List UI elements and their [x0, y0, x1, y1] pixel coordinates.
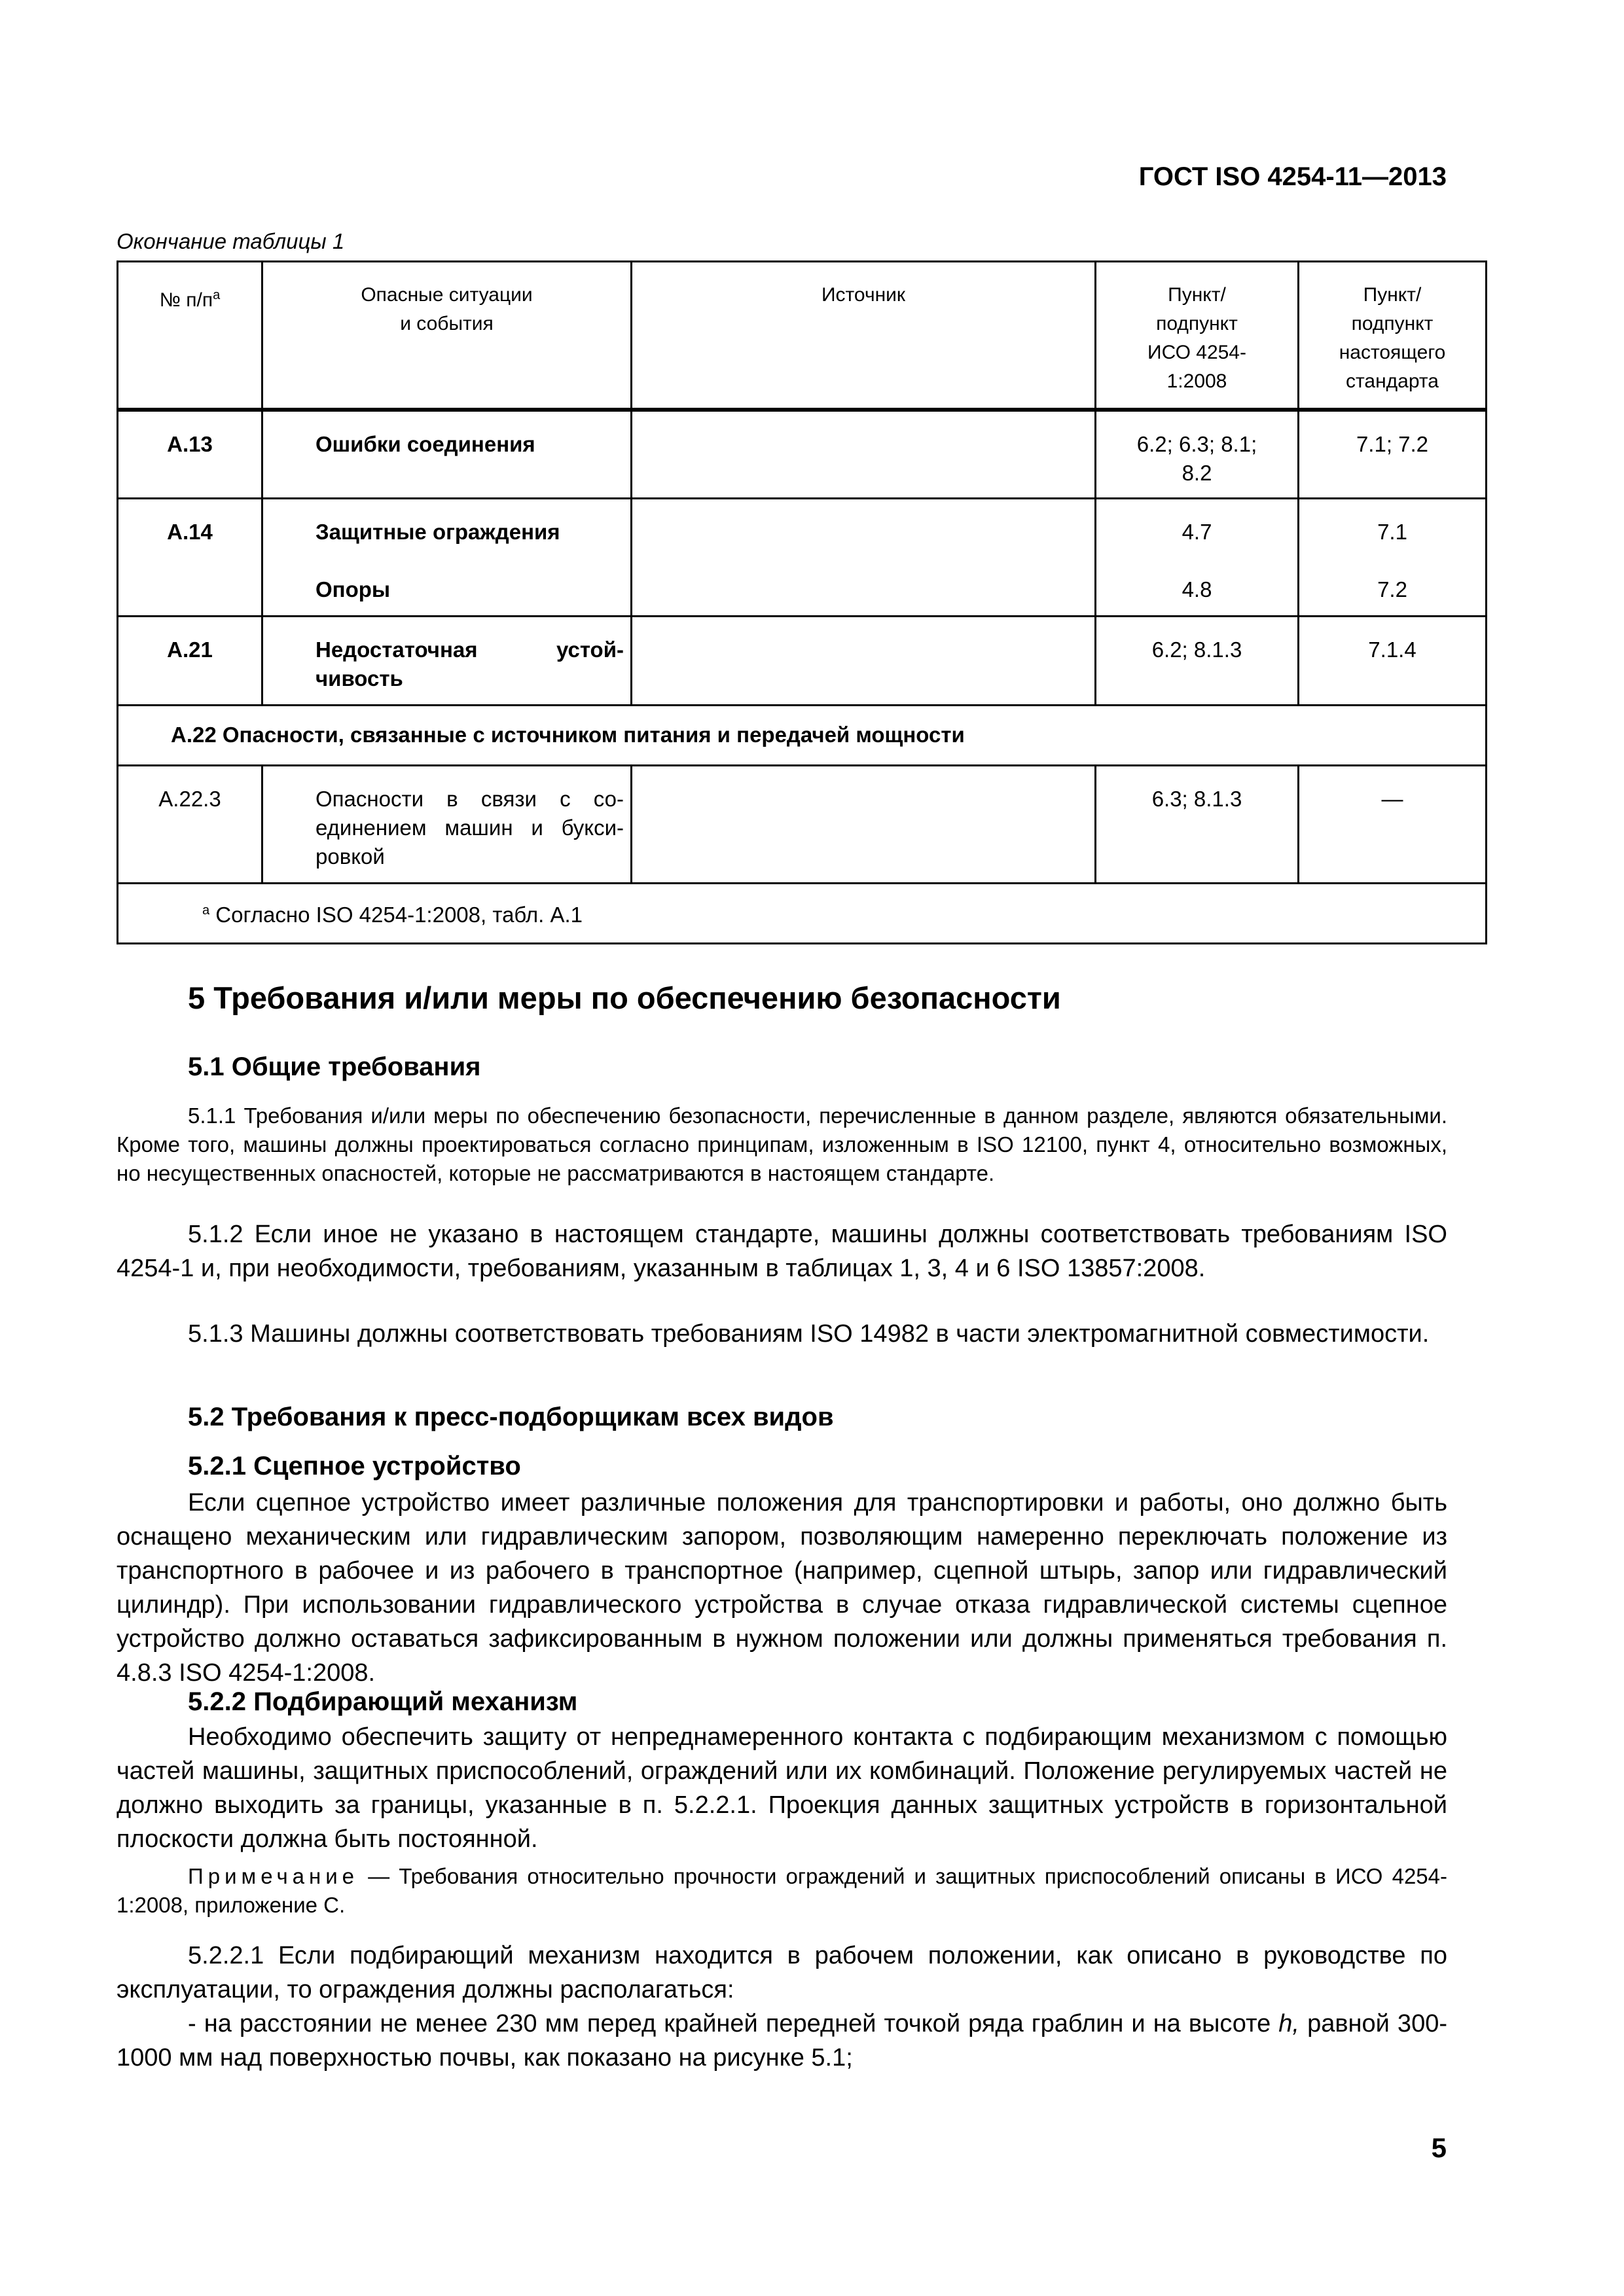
row-hazard: Недостаточная устой- чивость: [262, 617, 632, 706]
table-header-row: [118, 262, 1487, 410]
row-source: [632, 766, 1096, 884]
table-row: [118, 499, 1487, 617]
note-label: Примечание: [188, 1864, 359, 1888]
table-footnote-row: [118, 884, 1487, 944]
page-number: 5: [1431, 2132, 1447, 2163]
paragraph-5-2-2: Необходимо обеспечить защиту от непреднамеренного контакта с подбирающим механизмом с помощью частей машины, защитных приспособлений, ограждений или их комбинаций. Положение регулируемых частей не должно выходить за границы, указанные в п. 5.2.2.1. Проекция данных защитных устройств в горизонтальной плоскости должна быть постоянной.: [117, 1723, 1447, 1853]
row-num: А.13: [118, 410, 262, 499]
row-iso: 6.2; 8.1.3: [1096, 617, 1299, 706]
paragraph-5-2-2-1: 5.2.2.1 Если подбирающий механизм находится в рабочем положении, как описано в руководстве по эксплуатации, то ограждения должны располагаться:: [117, 1942, 1447, 2003]
header-hazard: Опасные ситуации и события: [262, 262, 632, 410]
bullet-text-a: - на расстоянии не менее 230 мм перед крайней передней точкой ряда граблин и на высоте: [188, 2010, 1279, 2037]
row-std: —: [1299, 766, 1487, 884]
row-iso: 6.3; 8.1.3: [1096, 766, 1299, 884]
table-row: [118, 766, 1487, 884]
paragraph-5-1-3: 5.1.3 Машины должны соответствовать требованиям ISO 14982 в части электромагнитной совместимости.: [188, 1320, 1430, 1348]
row-std: 7.1.4: [1299, 617, 1487, 706]
row-source: [632, 617, 1096, 706]
hazards-table: [117, 260, 1487, 944]
group-heading: А.22 Опасности, связанные с источником питания и передачей мощности: [118, 706, 1487, 766]
note-paragraph: [117, 1862, 1447, 1920]
row-hazard: Защитные ограждения Опоры: [262, 499, 632, 617]
row-iso: 4.7 4.8: [1096, 499, 1299, 617]
section-5-2-title: 5.2 Требования к пресс-подборщикам всех видов: [188, 1403, 834, 1431]
paragraph-5-1-1: 5.1.1 Требования и/или меры по обеспечению безопасности, перечисленные в данном разделе, являются обязательными. Кроме того, машины должны проектироваться согласно принципам, изложенным в ISO 12100, пункт 4, относительно возможных, но несущественных опасностей, которые не рассматриваются в настоящем стандарте.: [117, 1103, 1447, 1185]
table-group-row: [118, 706, 1487, 766]
header-num: № $п/п^а$: [118, 262, 262, 410]
section-5-1-title: 5.1 Общие требования: [188, 1052, 481, 1081]
row-num: А.14: [118, 499, 262, 617]
row-source: [632, 410, 1096, 499]
section-5-2-1-title: 5.2.1 Сцепное устройство: [188, 1452, 521, 1480]
row-source: [632, 499, 1096, 617]
row-std: 7.1 7.2: [1299, 499, 1487, 617]
row-num: А.21: [118, 617, 262, 706]
row-num: А.22.3: [118, 766, 262, 884]
section-5-title: 5 Требования и/или меры по обеспечению безопасности: [188, 980, 1061, 1015]
section-5-2-2-title: 5.2.2 Подбирающий механизм: [188, 1687, 578, 1716]
bullet-item: [117, 2007, 1447, 2075]
note-text: — Требования относительно прочности ограждений и защитных приспособлений описаны в ИСО 4254-1:2008, приложение С.: [117, 1864, 1447, 1917]
row-iso: 6.2; 6.3; 8.1; 8.2: [1096, 410, 1299, 499]
table-footnote: $^а$ Согласно ISO 4254-1:2008, табл. А.1: [118, 884, 1487, 944]
table-caption: Окончание таблицы 1: [117, 229, 345, 253]
header-std-clause: Пункт/ подпункт настоящего стандарта: [1299, 262, 1487, 410]
table-row: [118, 410, 1487, 499]
bullet-text-b: равной 300-1000 мм над поверхностью почвы, как показано на рисунке 5.1;: [117, 2010, 1447, 2072]
bullet-var-h: h,: [1278, 2010, 1299, 2037]
table-row: [118, 617, 1487, 706]
paragraph-5-2-1: Если сцепное устройство имеет различные положения для транспортировки и работы, оно должно быть оснащено механическим или гидравлическим запором, позволяющим намеренно переключать положение из транспортного в рабочее и из рабочего в транспортное (например, сцепной штырь, запор или гидравлический цилиндр). При использовании гидравлического устройства в случае отказа гидравлической системы сцепное устройство должно оставаться зафиксированным в нужном положении или должны применяться требования п. 4.8.3 ISO 4254-1:2008.: [117, 1489, 1447, 1687]
document-code-header: ГОСТ ISO 4254-11—2013: [1138, 162, 1447, 191]
paragraph-5-1-2: 5.1.2 Если иное не указано в настоящем стандарте, машины должны соответствовать требованиям ISO 4254-1 и, при необходимости, требованиям, указанным в таблицах 1, 3, 4 и 6 ISO 13857:2008.: [117, 1221, 1447, 1282]
row-std: 7.1; 7.2: [1299, 410, 1487, 499]
header-iso-clause: Пункт/ подпункт ИСО 4254- 1:2008: [1096, 262, 1299, 410]
header-source: Источник: [632, 262, 1096, 410]
row-hazard: Опасности в связи с со- единением машин и букси- ровкой: [262, 766, 632, 884]
row-hazard: Ошибки соединения: [262, 410, 632, 499]
